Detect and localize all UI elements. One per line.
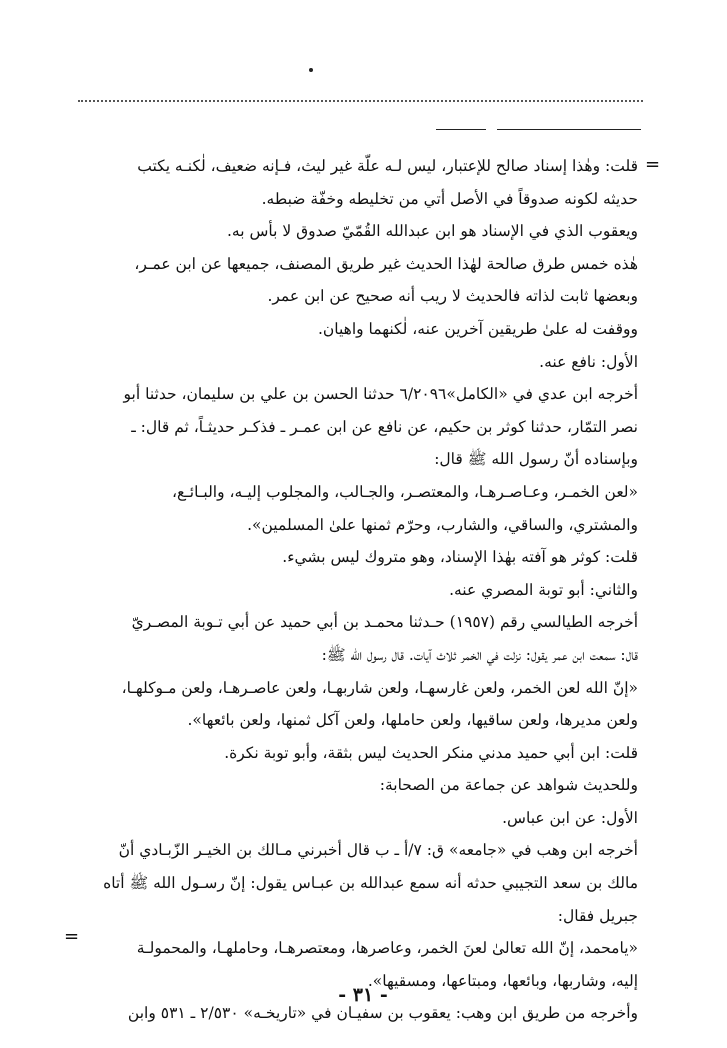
- text-line: نصر التمّار، حدثنا كوثر بن حكيم، عن نافع عن ابن عمـر ـ فذكـر حديثـاً، ثم قال: ـ: [131, 417, 638, 436]
- section-heading: والثاني: أبو توبة المصري عنه.: [449, 580, 638, 599]
- continuation-mark-bottom: =: [64, 926, 80, 947]
- text-line: قال: سمعت ابن عمر يقول: نزلت في الخمر ثلاث آيات. قال رسول الله ﷺ:: [321, 645, 638, 664]
- text-line: هٰذه خمس طرق صالحة لهٰذا الحديث غير طريق المصنف، جميعها عن ابن عمـر،: [134, 254, 638, 273]
- header-dotted-rule: [78, 100, 643, 102]
- text-line: أخرجه الطيالسي رقم (١٩٥٧) حـدثنا محمـد بن أبي حميد عن أبي تـوبة المصـريّ: [131, 613, 638, 632]
- quote-line: إليه، وشاربها، وبائعها، ومبتاعها، ومسقيها».: [367, 971, 638, 990]
- quote-line: والمشتري، والساقي، والشارب، وحرّم ثمنها علىٰ المسلمين».: [247, 515, 638, 534]
- section-heading: الأول: نافع عنه.: [539, 352, 638, 371]
- text-line: وللحديث شواهد عن جماعة من الصحابة:: [379, 776, 638, 795]
- header-rule-long: [497, 129, 641, 130]
- header-rule-short: [436, 129, 486, 130]
- text-line: قلت: كوثر هو آفته بهٰذا الإسناد، وهو متروك ليس بشيء.: [282, 548, 638, 567]
- quote-line: ولعن مديرها، ولعن ساقيها، ولعن حاملها، ولعن آكل ثمنها، ولعن بائعها».: [187, 711, 638, 730]
- text-line: قلت: ابن أبي حميد مدني منكر الحديث ليس بثقة، وأبو توبة نكرة.: [224, 743, 638, 762]
- text-line: وأخرجه من طريق ابن وهب: يعقوب بن سفيـان في «تاريخـه» ٢/٥٣٠ ـ ٥٣١ وابن: [127, 1004, 638, 1023]
- text-line: جبريل فقال:: [557, 906, 638, 925]
- quote-line: «لعن الخمـر، وعـاصـرهـا، والمعتصـر، والجـالب، والمجلوب إليـه، والبـائـع،: [172, 482, 638, 501]
- main-text-block: [86, 150, 638, 1030]
- text-line: أخرجه ابن عدي في «الكامل»٦/٢٠٩٦ حدثنا الحسن بن علي بن سليمان، حدثنا أبو: [123, 385, 638, 404]
- text-line: قلت: وهٰذا إسناد صالح للإعتبار، ليس لـه علّة غير ليث، فـإنه ضعيف، لٰكنـه يكتب: [137, 157, 638, 175]
- continuation-mark-top: =: [645, 154, 661, 175]
- text-line: مالك بن سعد التجيبي حدثه أنه سمع عبدالله بن عبـاس يقول: إنّ رسـول الله ﷺ أتاه: [103, 874, 638, 893]
- text-line: حديثه لكونه صدوقاً في الأصل أتي من تخليطه وخفّة ضبطه.: [261, 189, 638, 208]
- text-line: وبإسناده أنّ رسول الله ﷺ قال:: [434, 450, 638, 469]
- text-line: ووقفت له علىٰ طريقين آخرين عنه، لٰكنهما واهيان.: [317, 319, 638, 338]
- text-line: أخرجه ابن وهب في «جامعه» ق: ٧/أ ـ ب قال أخبرني مـالك بن الخيـر الزّبـادي أنّ: [118, 841, 638, 860]
- header-dot: [309, 68, 313, 72]
- section-heading: الأول: عن ابن عباس.: [502, 808, 638, 827]
- quote-line: «إنّ الله لعن الخمر، ولعن غارسهـا، ولعن شاربهـا، ولعن عاصـرهـا، ولعن مـوكلهـا،: [121, 678, 638, 697]
- quote-line: «يامحمد، إنّ الله تعالىٰ لعنَ الخمر، وعاصرها، ومعتصرهـا، وحاملهـا، والمحمولـة: [136, 939, 638, 958]
- text-line: وبعضها ثابت لذاته فالحديث لا ريب أنه صحيح عن ابن عمر.: [267, 287, 638, 306]
- text-line: ويعقوب الذي في الإسناد هو ابن عبدالله القُمّيّ صدوق لا بأس به.: [226, 222, 638, 241]
- page-number: - ٣١ -: [338, 984, 388, 1006]
